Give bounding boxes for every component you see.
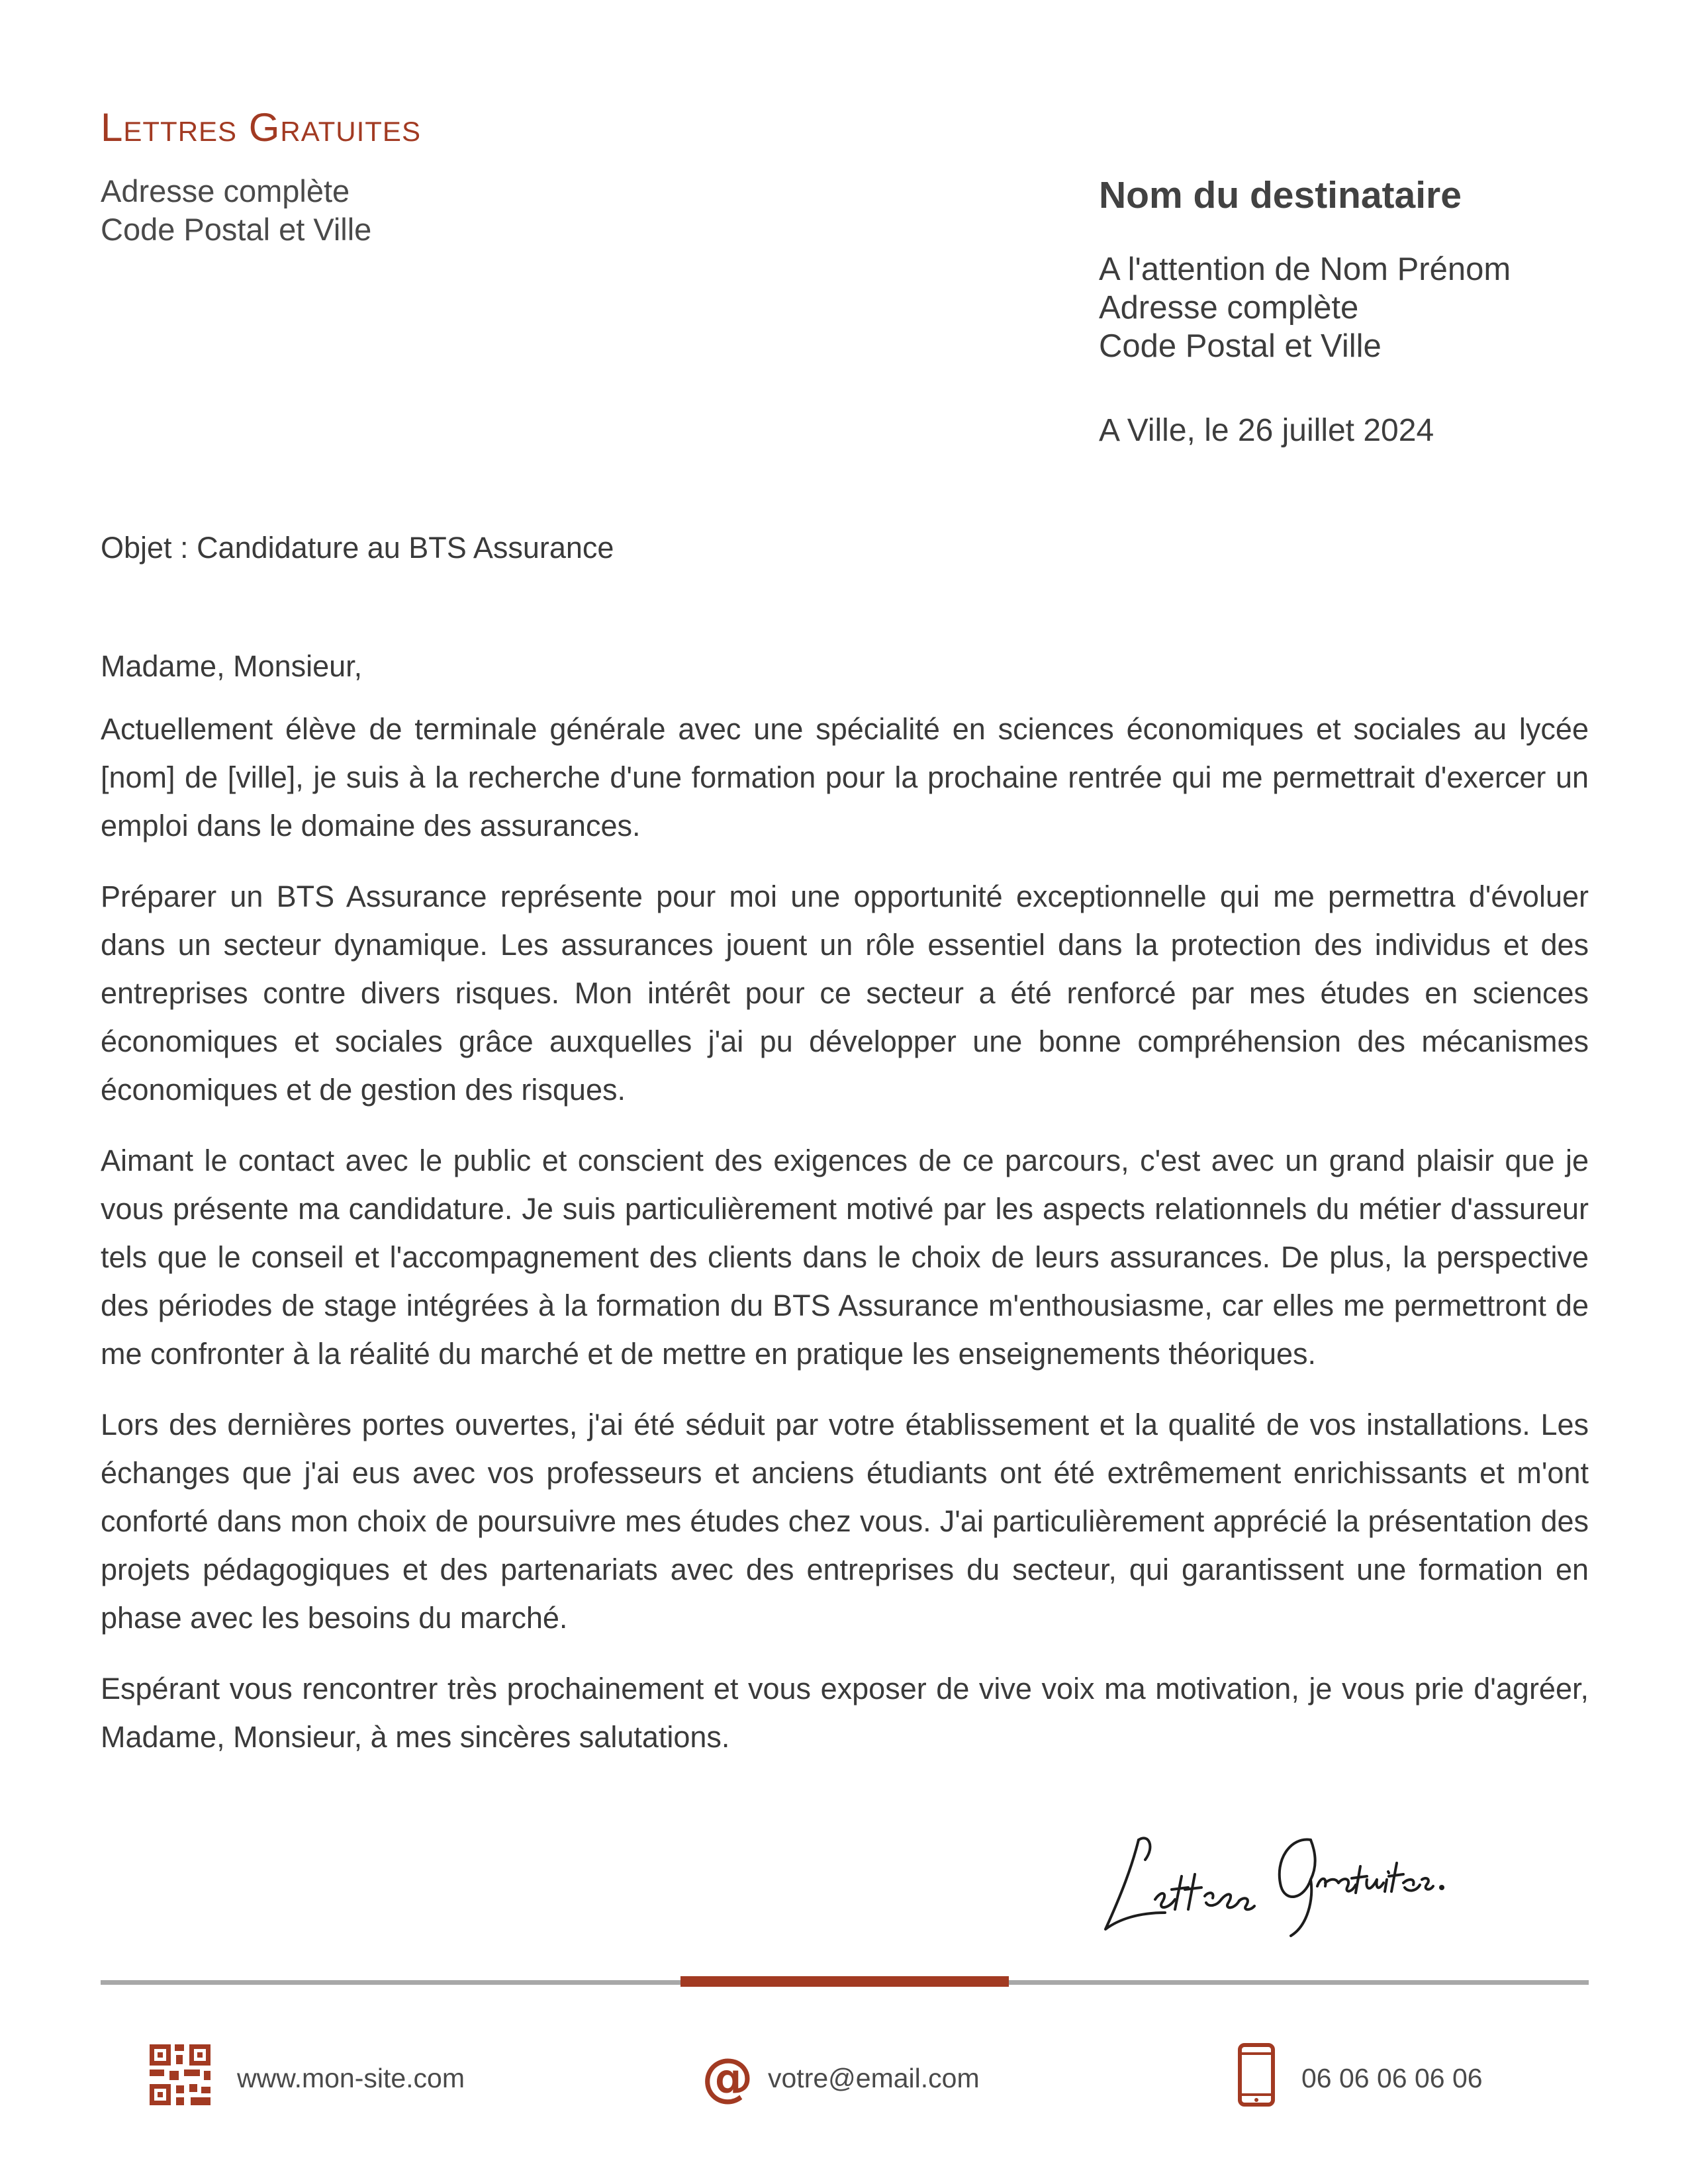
greeting: Madame, Monsieur, — [101, 649, 363, 683]
letter-body — [101, 642, 1589, 1784]
paragraph-4: Lors des dernières portes ouvertes, j'ai été séduit par votre établissement et la qualité de vos installations. Les échanges que j'ai eus avec vos professeurs et anciens étudiants ont été extrêmement enrichissants et m'ont conforté dans mon choix de poursuivre mes études chez vous. J'ai particulièrement apprécié la présentation des projets pédagogiques et des partenariats avec des entreprises du secteur, qui garantissent une formation en phase avec les besoins du marché. — [101, 1408, 1589, 1635]
sender-block — [101, 172, 371, 249]
sender-city: Code Postal et Ville — [101, 212, 372, 247]
paragraph-3: Aimant le contact avec le public et conscient des exigences de ce parcours, c'est avec un grand plaisir que je vous présente ma candidature. Je suis particulièrement motivé par les aspects relationnels du métier d'assureur tels que le conseil et l'accompagnement des clients dans le choix de leurs assurances. De plus, la perspective des périodes de stage intégrées à la formation du BTS Assurance m'enthousiasme, car elles me permettront de me confronter à la réalité du marché et de mettre en pratique les enseignements théoriques. — [101, 1144, 1589, 1371]
website-text[interactable]: www.mon-site.com — [237, 2062, 465, 2093]
contact-email — [702, 2045, 980, 2111]
phone-text[interactable]: 06 06 06 06 06 — [1301, 2062, 1483, 2093]
letter-date: A Ville, le 26 juillet 2024 — [1099, 413, 1434, 448]
recipient-name: Nom du destinataire — [1099, 174, 1462, 216]
sender-address: Adresse complète — [101, 173, 350, 208]
recipient-attention: A l'attention de Nom Prénom — [1099, 251, 1511, 287]
email-text[interactable]: votre@email.com — [768, 2062, 980, 2093]
paragraph-1: Actuellement élève de terminale générale avec une spécialité en sciences économiques et sociales au lycée [nom] de [ville], je suis à la recherche d'une formation pour la prochaine rentrée qui me permettrait d'exercer un emploi dans le domaine des assurances. — [101, 712, 1589, 842]
contact-website — [150, 2045, 465, 2111]
paragraph-5: Espérant vous rencontrer très prochainement et vous exposer de vive voix ma motivation, je vous prie d'agréer, Madame, Monsieur, à mes sincères salutations. — [101, 1672, 1589, 1754]
letter-subject: Objet : Candidature au BTS Assurance — [101, 531, 614, 565]
footer-accent-bar — [680, 1976, 1009, 1987]
paragraph-2: Préparer un BTS Assurance représente pour moi une opportunité exceptionnelle qui me permettra d'évoluer dans un secteur dynamique. Les assurances jouent un rôle essentiel dans la protection des individus et des entreprises contre divers risques. Mon intérêt pour ce secteur a été renforcé par mes études en sciences économiques et sociales grâce auxquelles j'ai pu développer une bonne compréhension des mécanismes économiques et de gestion des risques. — [101, 880, 1589, 1107]
recipient-block — [1099, 172, 1628, 450]
recipient-address-lines — [1099, 250, 1628, 365]
smartphone-icon — [1238, 2043, 1275, 2113]
recipient-address: Adresse complète — [1099, 290, 1359, 326]
handwritten-signature — [1092, 1813, 1450, 1939]
qr-code-icon — [150, 2044, 211, 2112]
at-sign-icon: @ — [702, 2048, 753, 2108]
brand-title: Lettres Gratuites — [101, 105, 421, 150]
recipient-city: Code Postal et Ville — [1099, 328, 1382, 364]
contact-phone — [1238, 2045, 1483, 2111]
